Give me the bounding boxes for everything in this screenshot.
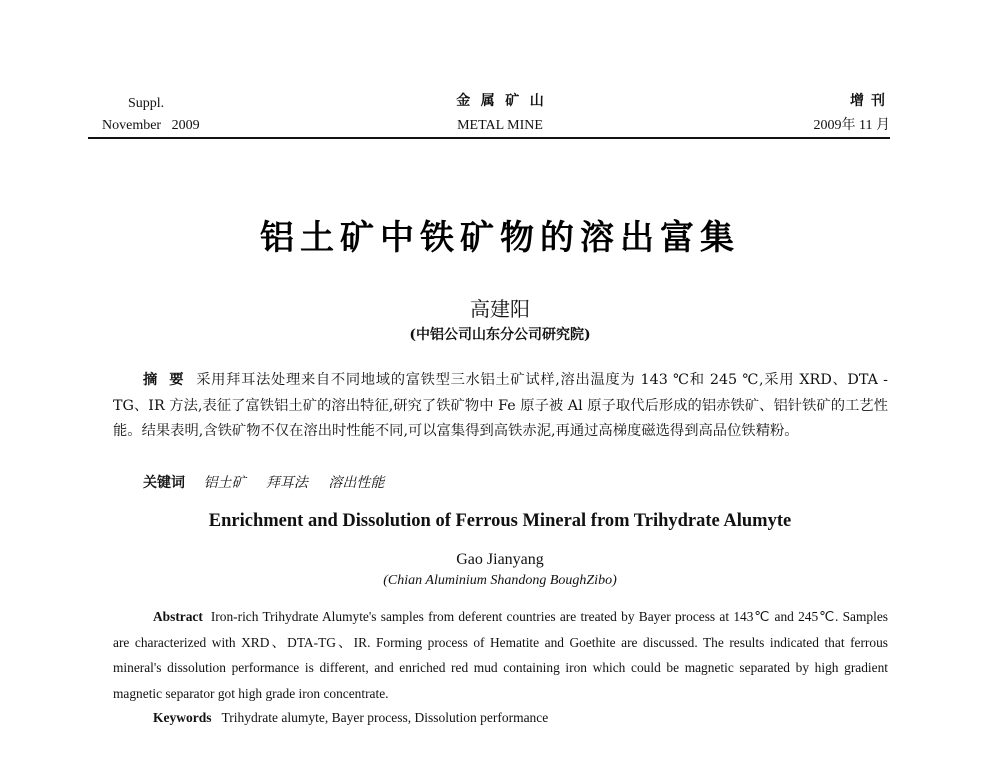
- affiliation-zh: (中铝公司山东分公司研究院): [409, 327, 591, 343]
- header-date-zh: 2009年 11 月: [813, 118, 890, 133]
- header-journal-suppl: Suppl.: [128, 96, 165, 111]
- keyword-zh-item: 溶出性能: [328, 475, 385, 491]
- header-journal-name-en: METAL MINE: [457, 118, 543, 133]
- keyword-zh-item: 铝土矿: [203, 475, 246, 491]
- abstract-en-label: Abstract: [153, 609, 203, 624]
- keywords-zh: [143, 472, 400, 492]
- header-rule: [88, 137, 890, 139]
- header-date-en: November 2009: [102, 118, 200, 133]
- keywords-en-text: Trihydrate alumyte, Bayer process, Dissolution performance: [221, 710, 549, 725]
- header-suppl-zh: 增 刊: [850, 94, 885, 109]
- author-name-zh: 高建阳: [470, 297, 530, 321]
- abstract-en-text: Iron-rich Trihydrate Alumyte's samples from deferent countries are treated by Bayer process at 143℃ and 245℃. Samples are characterized with XRD、DTA-TG、IR. Forming process of Hematite and Goethite are discussed. The results indicated that ferrous mineral's dissolution performance is different, and enriched red mud containing iron which could be magnetic separated by high gradient magnetic separator got high grade iron concentrate.: [113, 609, 888, 701]
- keywords-zh-label: 关键词: [143, 475, 185, 491]
- author-name-en: Gao Jianyang: [456, 551, 544, 568]
- paper-title-zh: 铝土矿中铁矿物的溶出富集: [260, 218, 740, 258]
- affiliation-en: (Chian Aluminium Shandong BoughZibo): [383, 573, 617, 588]
- keyword-zh-item: 拜耳法: [265, 475, 308, 491]
- abstract-en: [113, 604, 888, 706]
- abstract-zh: [113, 368, 888, 445]
- paper-title-en: Enrichment and Dissolution of Ferrous Mineral from Trihydrate Alumyte: [208, 511, 792, 531]
- abstract-zh-label: 摘 要: [143, 372, 185, 388]
- keywords-en-label: Keywords: [153, 710, 212, 725]
- header-journal-name-zh: 金 属 矿 山: [456, 94, 544, 109]
- keywords-en: [153, 710, 548, 726]
- abstract-zh-text: 采用拜耳法处理来自不同地域的富铁型三水铝土矿试样,溶出温度为 143 ℃和 245 ℃,采用 XRD、DTA - TG、IR 方法,表征了富铁铝土矿的溶出特征,研究了铁矿物中 Fe 原子被 Al 原子取代后形成的铝赤铁矿、铝针铁矿的工艺性能。结果表明,含铁矿物不仅在溶出时性能不同,可以富集得到高铁赤泥,再通过高梯度磁选得到高品位铁精粉。: [113, 372, 888, 439]
